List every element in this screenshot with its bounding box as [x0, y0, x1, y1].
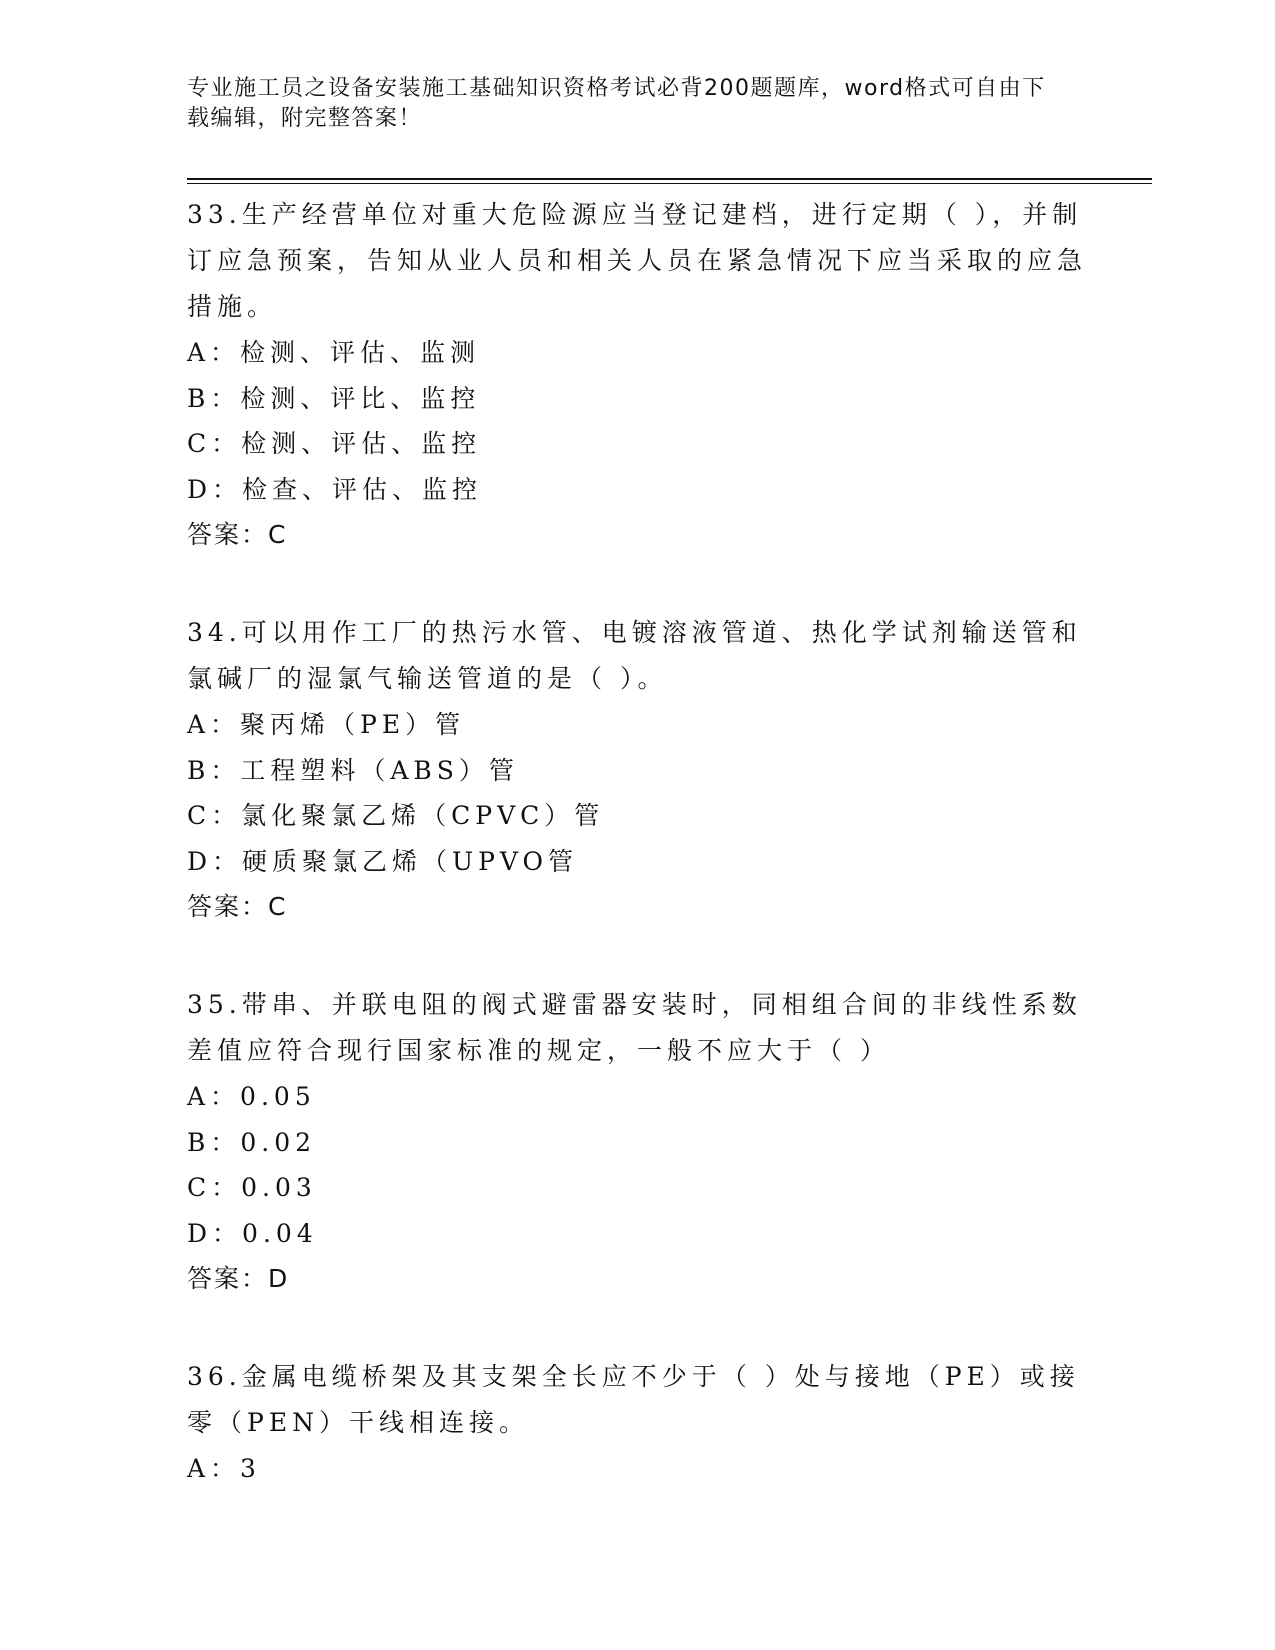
- question-33: [187, 192, 1087, 558]
- header-divider-thick: [187, 178, 1152, 180]
- question-34: [187, 610, 1087, 930]
- answer: 答案：D: [187, 1264, 290, 1293]
- option-a: A：检测、评估、监测: [187, 338, 481, 367]
- question-text: 35.带串、并联电阻的阀式避雷器安装时，同相组合间的非线性系数差值应符合现行国家标准的规定，一般不应大于（ ）: [187, 990, 1082, 1065]
- option-c: C：检测、评估、监控: [187, 429, 482, 458]
- option-c: C：氯化聚氯乙烯（CPVC）管: [187, 801, 605, 830]
- question-36: [187, 1354, 1087, 1492]
- answer: 答案：C: [187, 520, 288, 549]
- header-divider-thin: [187, 183, 1152, 184]
- option-b: B：检测、评比、监控: [187, 383, 481, 413]
- option-a: A：聚丙烯（PE）管: [187, 710, 466, 739]
- document-header: 专业施工员之设备安装施工基础知识资格考试必背200题题库，word格式可自由下载编辑，附完整答案！: [187, 76, 1046, 131]
- question-text: 36.金属电缆桥架及其支架全长应不少于（ ）处与接地（PE）或接零（PEN）干线相连接。: [187, 1362, 1080, 1437]
- option-b: B：工程塑料（ABS）管: [187, 755, 519, 785]
- option-d: D：硬质聚氯乙烯（UPVO管: [187, 846, 579, 876]
- option-c: C：0.03: [187, 1173, 317, 1202]
- option-a: A：0.05: [187, 1082, 316, 1111]
- answer: 答案：C: [187, 892, 288, 921]
- option-d: D：0.04: [187, 1218, 318, 1248]
- option-b: B：0.02: [187, 1127, 317, 1157]
- question-35: [187, 982, 1087, 1302]
- option-a: A：3: [187, 1454, 261, 1483]
- question-text: 34.可以用作工厂的热污水管、电镀溶液管道、热化学试剂输送管和氯碱厂的湿氯气输送管道的是（ ）。: [187, 618, 1082, 693]
- question-text: 33.生产经营单位对重大危险源应当登记建档，进行定期（ ），并制订应急预案，告知从业人员和相关人员在紧急情况下应当采取的应急措施。: [187, 200, 1088, 321]
- option-d: D：检查、评估、监控: [187, 474, 483, 504]
- question-list: [187, 192, 1087, 1544]
